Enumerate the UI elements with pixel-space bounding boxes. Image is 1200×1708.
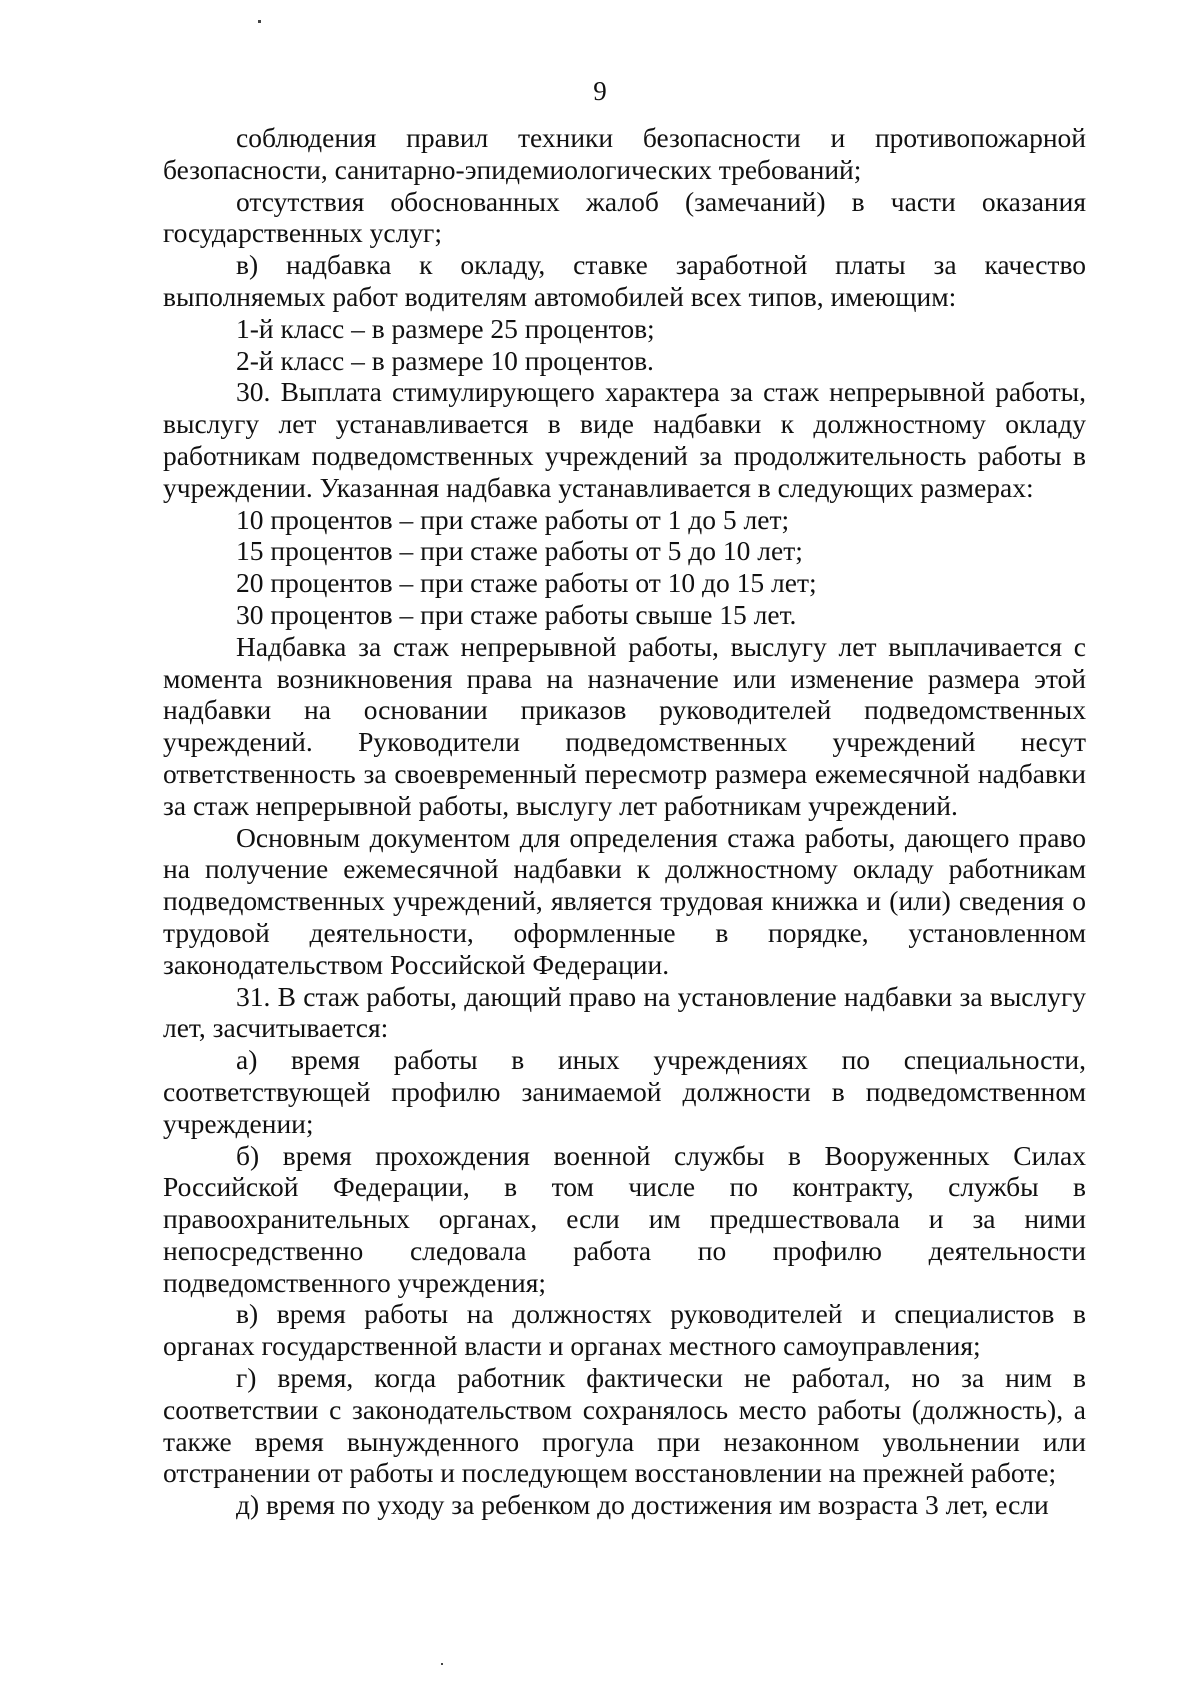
page-number: 9 — [593, 76, 607, 106]
paragraph: а) время работы в иных учреждениях по специальности, соответствующей профилю занимаемой должности в подведомственном учреждении; — [163, 1044, 1086, 1139]
list-item: 20 процентов – при стаже работы от 10 до 15 лет; — [236, 567, 817, 599]
list-item: 1-й класс – в размере 25 процентов; — [236, 312, 655, 344]
list-item: 15 процентов – при стаже работы от 5 до 10 лет; — [236, 535, 803, 567]
list-item: 30 процентов – при стаже работы свыше 15 лет. — [236, 598, 797, 630]
paragraph: отсутствия обоснованных жалоб (замечаний) в части оказания государственных услуг; — [163, 185, 1086, 249]
paragraph: 30. Выплата стимулирующего характера за стаж непрерывной работы, выслугу лет устанавливается в виде надбавки к должностному окладу работникам подведомственных учреждений за продолжительность работы в учреждении. Указанная надбавка устанавливается в следующих размерах: — [163, 376, 1086, 503]
paragraph: в) время работы на должностях руководителей и специалистов в органах государственной власти и органах местного самоуправления; — [163, 1298, 1086, 1362]
paragraph: б) время прохождения военной службы в Вооруженных Силах Российской Федерации, в том числе по контракту, службы в правоохранительных органах, если им предшествовала и за ними непосредственно следовала работа по профилю деятельности подведомственного учреждения; — [163, 1139, 1086, 1298]
scan-dot — [258, 20, 261, 23]
list-item: 10 процентов – при стаже работы от 1 до 5 лет; — [236, 503, 790, 535]
paragraph: 31. В стаж работы, дающий право на установление надбавки за выслугу лет, засчитывается: — [163, 980, 1086, 1044]
document-body — [163, 122, 1086, 1521]
paragraph: д) время по уходу за ребенком до достижения им возраста 3 лет, если — [236, 1489, 1049, 1521]
paragraph: в) надбавка к окладу, ставке заработной платы за качество выполняемых работ водителям автомобилей всех типов, имеющим: — [163, 249, 1086, 312]
paragraph: Основным документом для определения стажа работы, дающего право на получение ежемесячной надбавки к должностному окладу работникам подведомственных учреждений, является трудовая книжка и (или) сведения о трудовой деятельности, оформленные в порядке, установленном законодательством Российской Федерации. — [163, 821, 1086, 980]
paragraph: г) время, когда работник фактически не работал, но за ним в соответствии с законодательством сохранялось место работы (должность), а также время вынужденного прогула при незаконном увольнении или отстранении от работы и последующем восстановлении на прежней работе; — [163, 1362, 1086, 1489]
scan-dot — [441, 1663, 443, 1665]
list-item: 2-й класс – в размере 10 процентов. — [236, 344, 654, 376]
paragraph: соблюдения правил техники безопасности и противопожарной безопасности, санитарно-эпидемиологических требований; — [163, 122, 1086, 185]
paragraph: Надбавка за стаж непрерывной работы, выслугу лет выплачивается с момента возникновения права на назначение или изменение размера этой надбавки на основании приказов руководителей подведомственных учреждений. Руководители подведомственных учреждений несут ответственность за своевременный пересмотр размера ежемесячной надбавки за стаж непрерывной работы, выслугу лет работникам учреждений. — [163, 630, 1086, 821]
